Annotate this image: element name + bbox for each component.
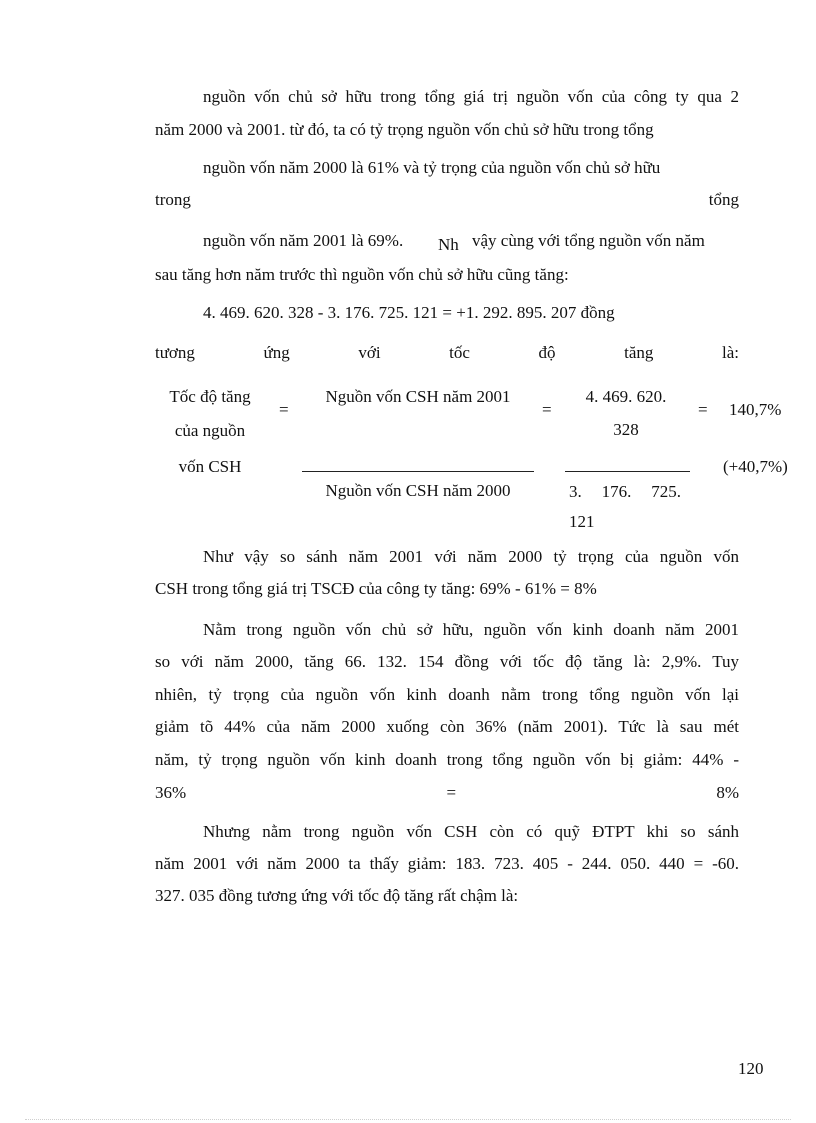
equals-sign-1: = <box>279 400 289 419</box>
paragraph-1-line-3: nguồn vốn năm 2000 là 61% và tỷ trọng của nguồn vốn chủ sở hữu <box>203 158 661 177</box>
fraction-1-numerator: Nguồn vốn CSH năm 2001 <box>325 387 511 406</box>
paragraph-3-line-5: năm, tỷ trọng nguồn vốn kinh doanh trong tổng nguồn vốn bị giảm: 44% - <box>155 750 739 769</box>
paragraph-3-line-6 <box>155 783 739 803</box>
fraction-1-bar <box>302 471 534 472</box>
paragraph-1-line-4 <box>155 190 739 210</box>
den-part-b: 176. <box>601 482 632 501</box>
word-tong: tổng <box>708 190 739 209</box>
paragraph-3-line-1: Nằm trong nguồn vốn chủ sở hữu, nguồn vốn kinh doanh năm 2001 <box>203 620 739 639</box>
word-7: là: <box>722 343 739 362</box>
value-36-percent: 36% <box>155 783 187 802</box>
word-5: độ <box>538 343 556 362</box>
equals-sign-2: = <box>542 400 552 419</box>
fraction-2-numerator-line-2: 328 <box>613 420 639 439</box>
paragraph-4-line-3: 327. 035 đồng tương ứng với tốc độ tăng rất chậm là: <box>155 886 519 905</box>
fraction-2-bar <box>565 471 690 472</box>
fraction-2-numerator-line-1: 4. 469. 620. <box>585 387 667 406</box>
den-part-a: 3. <box>569 482 582 501</box>
equals-sign-3: = <box>698 400 708 419</box>
fraction-2-denominator-line-1 <box>569 482 681 502</box>
difference-equation: 4. 469. 620. 328 - 3. 176. 725. 121 = +1. 292. 895. 207 đồng <box>203 303 615 322</box>
den-part-c: 725. <box>651 482 681 501</box>
paragraph-4-line-1: Nhưng nằm trong nguồn vốn CSH còn có quỹ ĐTPT khi so sánh <box>203 822 739 841</box>
formula-left-line-2: của nguồn <box>174 421 246 440</box>
paragraph-3-line-4: giảm tõ 44% của năm 2000 xuống còn 36% (năm 2001). Tức là sau mét <box>155 717 739 736</box>
fraction-2-denominator-line-2: 121 <box>569 512 595 531</box>
paragraph-1-line-5b: Nh <box>438 235 459 254</box>
paragraph-3-line-2: so với năm 2000, tăng 66. 132. 154 đồng với tốc độ tăng là: 2,9%. Tuy <box>155 652 739 671</box>
word-2: ứng <box>263 343 290 362</box>
paragraph-1-line-1: nguồn vốn chủ sở hữu trong tổng giá trị nguồn vốn của công ty qua 2 <box>203 87 739 106</box>
paragraph-1-line-5c: vậy cùng với tổng nguồn vốn năm <box>472 231 705 250</box>
paragraph-3-line-3: nhiên, tỷ trọng của nguồn vốn kinh doanh nằm trong tổng nguồn vốn lại <box>155 685 739 704</box>
paragraph-1-line-5a: nguồn vốn năm 2001 là 69%. <box>203 231 404 250</box>
fraction-1-denominator: Nguồn vốn CSH năm 2000 <box>325 481 511 500</box>
value-8-percent: 8% <box>716 783 739 802</box>
word-6: tăng <box>624 343 654 362</box>
equals-sign: = <box>446 783 457 802</box>
paragraph-2-line-1: Như vậy so sánh năm 2001 với năm 2000 tỷ trọng của nguồn vốn <box>203 547 739 566</box>
paragraph-4-line-2: năm 2001 với năm 2000 ta thấy giảm: 183. 723. 405 - 244. 050. 440 = -60. <box>155 854 739 873</box>
paragraph-1-line-6: sau tăng hơn năm trước thì nguồn vốn chủ sở hữu cũng tăng: <box>155 265 569 284</box>
formula-left-line-1: Tốc độ tăng <box>169 387 251 406</box>
formula-result-change: (+40,7%) <box>723 457 788 476</box>
word-4: tốc <box>449 343 470 362</box>
word-3: với <box>358 343 381 362</box>
word-1: tương <box>155 343 195 362</box>
paragraph-2-line-2: CSH trong tổng giá trị TSCĐ của công ty tăng: 69% - 61% = 8% <box>155 579 597 598</box>
paragraph-1-line-2: năm 2000 và 2001. từ đó, ta có tỷ trọng nguồn vốn chủ sở hữu trong tổng <box>155 120 654 139</box>
page-number: 120 <box>738 1059 764 1078</box>
formula-left-line-3: vốn CSH <box>178 457 242 476</box>
page-bottom-rule <box>25 1119 791 1120</box>
formula-result: 140,7% <box>729 400 782 419</box>
corresponding-growth-line <box>155 343 739 363</box>
word-trong: trong <box>155 190 191 209</box>
